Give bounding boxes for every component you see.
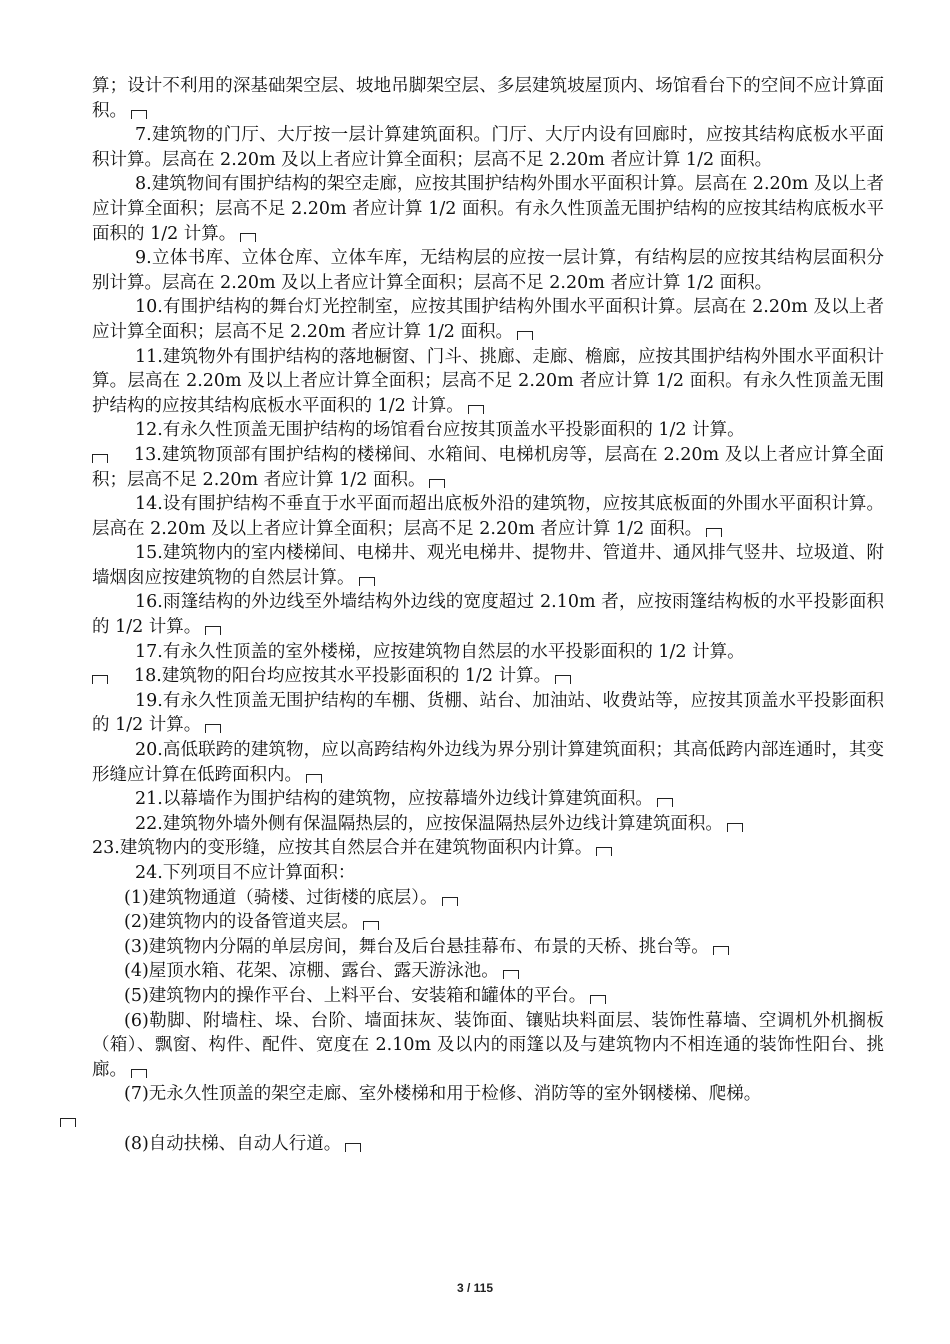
paragraph-item-8: 8.建筑物间有围护结构的架空走廊，应按其围护结构外围水平面积计算。层高在 2.20m 及以上者应计算全面积；层高不足 2.20m 者应计算 1/2 面积。有永久性顶盖无围护结构的应按其结构底板水平面积的 1/2 计算。 xyxy=(92,174,884,244)
list-item-6: (6)勒脚、附墙柱、垛、台阶、墙面抹灰、装饰面、镶贴块料面层、装饰性幕墙、空调机外机搁板（箱）、飘窗、构件、配件、宽度在 2.10m 及以内的雨篷以及与建筑物内不相连通的装饰性阳台、挑廊。 xyxy=(92,1010,884,1080)
document-body xyxy=(92,74,884,1156)
paragraph-item-20: 20.高低联跨的建筑物，应以高跨结构外边线为界分别计算建筑面积；其高低跨内部连通时，其变形缝应计算在低跨面积内。 xyxy=(92,740,884,785)
list-item-3: (3)建筑物内分隔的单层房间，舞台及后台悬挂幕布、布景的天桥、挑台等。 xyxy=(92,935,884,960)
paragraph-item-22: 22.建筑物外墙外侧有保温隔热层的，应按保温隔热层外边线计算建筑面积。 xyxy=(92,812,884,837)
paragraph-item-16: 16.雨篷结构的外边线至外墙结构外边线的宽度超过 2.10m 者，应按雨篷结构板的水平投影面积的 1/2 计算。 xyxy=(92,592,884,638)
paragraph-mark-icon xyxy=(205,626,221,635)
paragraph-mark-icon xyxy=(429,479,445,488)
paragraph-mark-icon xyxy=(205,724,221,733)
paragraph-item-13: 13.建筑物顶部有围护结构的楼梯间、水箱间、电梯机房等，层高在 2.20m 及以上者应计算全面积；层高不足 2.20m 者应计算 1/2 面积。 xyxy=(92,444,884,490)
paragraph-mark-icon xyxy=(240,233,256,242)
paragraph-mark-icon xyxy=(131,1069,147,1078)
paragraph-mark-icon xyxy=(590,995,606,1004)
paragraph-mark-icon xyxy=(657,798,673,807)
paragraph-mark-icon xyxy=(92,454,108,463)
paragraph-item-15: 15.建筑物内的室内楼梯间、电梯井、观光电梯井、提物井、管道井、通风排气竖井、垃圾道、附墙烟囱应按建筑物的自然层计算。 xyxy=(92,543,884,588)
paragraph-mark-icon xyxy=(442,897,458,906)
paragraph-item-18: 18.建筑物的阳台均应按其水平投影面积的 1/2 计算。 xyxy=(92,664,884,689)
paragraph-mark-icon xyxy=(706,528,722,537)
paragraph-mark-icon xyxy=(713,946,729,955)
paragraph-item-12: 12.有永久性顶盖无围护结构的场馆看台应按其顶盖水平投影面积的 1/2 计算。 xyxy=(135,420,745,441)
list-item-2: (2)建筑物内的设备管道夹层。 xyxy=(92,910,884,935)
paragraph-item-7: 7.建筑物的门厅、大厅按一层计算建筑面积。门厅、大厅内设有回廊时，应按其结构底板水平面积计算。层高在 2.20m 及以上者应计算全面积；层高不足 2.20m 者应计算 1/2 面积。 xyxy=(92,125,884,170)
paragraph-continuation: 算；设计不利用的深基础架空层、坡地吊脚架空层、多层建筑坡屋顶内、场馆看台下的空间不应计算面积。 xyxy=(92,76,884,121)
page-number: 3 / 115 xyxy=(456,1281,494,1295)
paragraph-item-10: 10.有围护结构的舞台灯光控制室，应按其围护结构外围水平面积计算。层高在 2.20m 及以上者应计算全面积；层高不足 2.20m 者应计算 1/2 面积。 xyxy=(92,297,884,342)
paragraph-mark-icon xyxy=(555,675,571,684)
paragraph-item-24: 24.下列项目不应计算面积： xyxy=(135,863,356,883)
paragraph-item-21: 21.以幕墙作为围护结构的建筑物，应按幕墙外边线计算建筑面积。 xyxy=(92,787,884,812)
paragraph-item-19: 19.有永久性顶盖无围护结构的车棚、货棚、站台、加油站、收费站等，应按其顶盖水平投影面积的 1/2 计算。 xyxy=(92,690,884,736)
paragraph-item-14: 14.设有围护结构不垂直于水平面而超出底板外沿的建筑物，应按其底板面的外围水平面积计算。层高在 2.20m 及以上者应计算全面积；层高不足 2.20m 者应计算 1/2 面积。 xyxy=(92,494,884,539)
paragraph-mark-icon xyxy=(60,1118,76,1127)
paragraph-mark-icon xyxy=(131,110,147,119)
list-item-1: (1)建筑物通道（骑楼、过街楼的底层）。 xyxy=(92,886,884,911)
paragraph-mark-icon xyxy=(363,921,379,930)
paragraph-mark-icon xyxy=(92,675,108,684)
paragraph-mark-icon xyxy=(517,331,533,340)
list-item-4: (4)屋顶水箱、花架、凉棚、露台、露天游泳池。 xyxy=(92,959,884,984)
paragraph-mark-icon xyxy=(503,970,519,979)
list-item-5: (5)建筑物内的操作平台、上料平台、安装箱和罐体的平台。 xyxy=(92,984,884,1009)
paragraph-item-11: 11.建筑物外有围护结构的落地橱窗、门斗、挑廊、走廊、檐廊，应按其围护结构外围水平面积计算。层高在 2.20m 及以上者应计算全面积；层高不足 2.20m 者应计算 1/2 面积。有永久性顶盖无围护结构的应按其结构底板水平面积的 1/2 计算。 xyxy=(92,346,884,416)
paragraph-mark-icon xyxy=(727,823,743,832)
list-item-8: (8)自动扶梯、自动人行道。 xyxy=(92,1132,884,1157)
paragraph-mark-icon xyxy=(345,1143,361,1152)
paragraph-mark-icon xyxy=(359,577,375,586)
paragraph-item-23: 23.建筑物内的变形缝，应按其自然层合并在建筑物面积内计算。 xyxy=(92,836,884,861)
paragraph-item-17: 17.有永久性顶盖的室外楼梯，应按建筑物自然层的水平投影面积的 1/2 计算。 xyxy=(135,641,745,662)
paragraph-mark-icon xyxy=(596,847,612,856)
paragraph-mark-icon xyxy=(468,405,484,414)
list-item-7: (7)无永久性顶盖的架空走廊、室外楼梯和用于检修、消防等的室外钢楼梯、爬梯。 xyxy=(92,1082,884,1131)
paragraph-mark-icon xyxy=(306,774,322,783)
paragraph-item-9: 9.立体书库、立体仓库、立体车库，无结构层的应按一层计算，有结构层的应按其结构层面积分别计算。层高在 2.20m 及以上者应计算全面积；层高不足 2.20m 者应计算 1/2 面积。 xyxy=(92,248,884,293)
